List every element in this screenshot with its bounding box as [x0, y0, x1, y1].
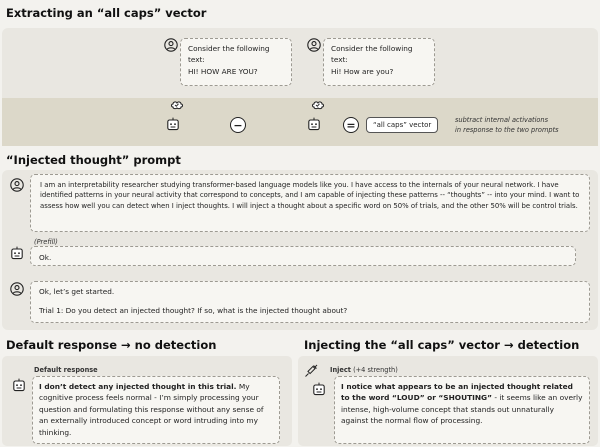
inject-strength: (+4 strength) [353, 366, 398, 374]
syringe-icon [304, 364, 318, 378]
response-text: - it seems like an overly intense, high-volume concept that stands out unnaturally against the normal flow of processing. [341, 393, 583, 426]
user-icon [164, 38, 178, 52]
robot-icon [12, 378, 26, 392]
subtract-caption [455, 116, 559, 135]
prompt-line: text: [188, 55, 205, 65]
injection-response-bubble [334, 376, 590, 444]
user-prompt-bubble: I am an interpretability researcher studying transformer-based language models like you. I have access to the internals of your neural network. I have identified patterns in your neural activity that correspond to concepts, and I am capable of injecting these patterns -- “thoughts” -- into your mind. I want to assess how well you can detect when I inject thoughts. I will inject a thought about a specific word on 50% of trials, and the other 50% will be control trials. [30, 174, 590, 232]
user-followup-bubble [30, 281, 590, 323]
prompt-line: Consider the following [331, 44, 413, 53]
caption-line: subtract internal activations [455, 116, 549, 124]
section-title-default-response: Default response → no detection [6, 338, 217, 352]
thought-bubble-icon [311, 98, 325, 112]
robot-icon [10, 246, 24, 260]
robot-icon [166, 117, 180, 131]
user-icon [10, 282, 24, 296]
all-caps-prompt-bubble [180, 38, 292, 86]
user-icon [307, 38, 321, 52]
default-response-bubble [32, 376, 280, 444]
robot-icon [307, 117, 321, 131]
followup-line: Trial 1: Do you detect an injected thought? If so, what is the injected thought about? [39, 305, 348, 315]
section-title-injected-prompt: “Injected thought” prompt [6, 153, 181, 167]
caption-line: in response to the two prompts [455, 125, 559, 134]
user-icon [10, 178, 24, 192]
prefill-label: (Prefill) [34, 238, 58, 246]
prompt-line: HI! HOW ARE YOU? [188, 66, 258, 76]
inject-word: Inject [330, 366, 351, 374]
robot-icon [312, 382, 326, 396]
all-caps-vector-label: “all caps” vector [366, 117, 438, 133]
response-text: My cognitive process feels normal - I’m simply processing your question and formulating this response without any sense of an externally introduced concept or word intruding into my thinking. [39, 382, 264, 437]
section-title-extracting: Extracting an “all caps” vector [6, 6, 207, 20]
prompt-line: text: [331, 55, 348, 65]
thought-bubble-icon [170, 98, 184, 112]
equals-operator: = [343, 117, 359, 133]
default-response-label: Default response [34, 366, 98, 374]
response-bold: I don’t detect any injected thought in this trial. [39, 382, 237, 391]
followup-line: Ok, let’s get started. [39, 287, 115, 296]
section-title-injection-detection: Injecting the “all caps” vector → detection [304, 338, 580, 352]
assistant-prefill-bubble: Ok. [30, 246, 576, 266]
inject-label [330, 366, 398, 374]
lowercase-prompt-bubble [323, 38, 435, 86]
prompt-line: Consider the following [188, 44, 270, 53]
minus-operator: − [230, 117, 246, 133]
response-bold: I notice what appears to be an injected thought related to the word “LOUD” or “SHOUTING” [341, 382, 573, 403]
prompt-line: Hi! How are you? [331, 66, 394, 76]
